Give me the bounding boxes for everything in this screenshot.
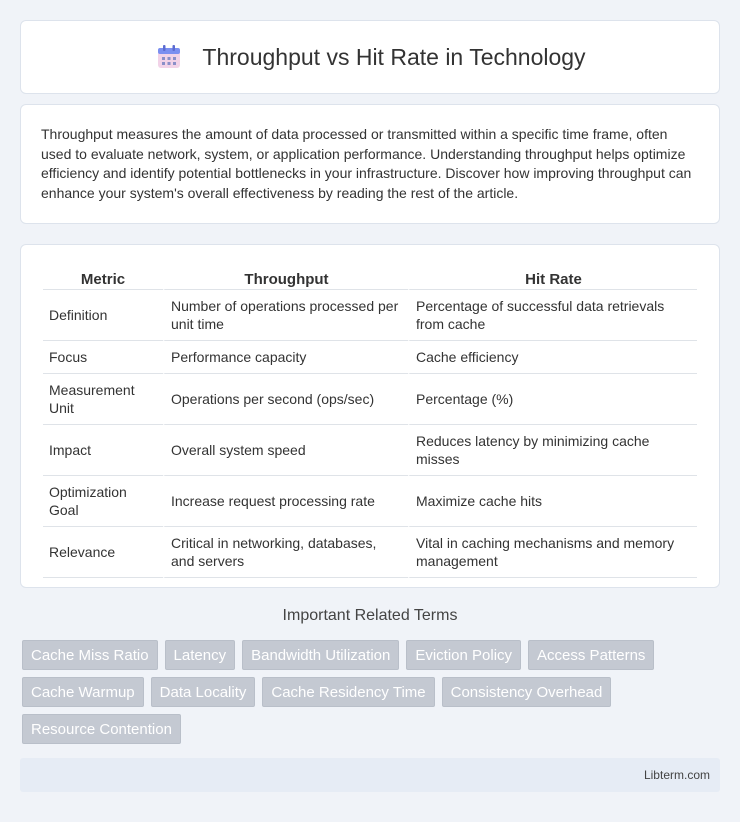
table-card xyxy=(20,244,720,588)
related-tags xyxy=(22,640,722,744)
table-cell: Overall system speed xyxy=(163,425,408,476)
table-cell: Vital in caching mechanisms and memory management xyxy=(408,527,697,578)
tag-cache-miss-ratio[interactable]: Cache Miss Ratio xyxy=(22,640,158,670)
table-cell: Cache efficiency xyxy=(408,341,697,374)
tag-latency[interactable]: Latency xyxy=(165,640,236,670)
intro-card xyxy=(20,104,720,224)
related-terms-title: Important Related Terms xyxy=(282,607,458,624)
tag-access-patterns[interactable]: Access Patterns xyxy=(528,640,654,670)
table-cell: Optimization Goal xyxy=(43,476,163,527)
tag-bandwidth-utilization[interactable]: Bandwidth Utilization xyxy=(242,640,399,670)
table-cell: Focus xyxy=(43,341,163,374)
title-card xyxy=(20,20,720,94)
table-header-row xyxy=(43,265,697,290)
table-cell: Relevance xyxy=(43,527,163,578)
table-cell: Operations per second (ops/sec) xyxy=(163,374,408,425)
table-cell: Increase request processing rate xyxy=(163,476,408,527)
title-wrap xyxy=(154,42,585,72)
comparison-table xyxy=(43,265,697,578)
table-cell: Impact xyxy=(43,425,163,476)
tag-data-locality[interactable]: Data Locality xyxy=(151,677,256,707)
table-row xyxy=(43,290,697,341)
table-cell: Maximize cache hits xyxy=(408,476,697,527)
table-cell: Number of operations processed per unit time xyxy=(163,290,408,341)
intro-text: Throughput measures the amount of data processed or transmitted within a specific time frame, often used to evaluate network, system, or application performance. Understanding throughput helps optimize efficiency and identify potential bottlenecks in your infrastructure. Discover how improving throughput can enhance your system's overall effectiveness by reading the rest of the article. xyxy=(41,126,692,201)
table-cell: Definition xyxy=(43,290,163,341)
table-cell: Percentage (%) xyxy=(408,374,697,425)
header-hit-rate: Hit Rate xyxy=(408,265,697,290)
calendar-icon xyxy=(154,42,184,72)
footer-site-link[interactable]: Libterm.com xyxy=(643,768,710,782)
table-row xyxy=(43,527,697,578)
table-cell: Percentage of successful data retrievals from cache xyxy=(408,290,697,341)
page-title: Throughput vs Hit Rate in Technology xyxy=(202,43,586,70)
tag-cache-residency-time[interactable]: Cache Residency Time xyxy=(262,677,434,707)
table-cell: Measurement Unit xyxy=(43,374,163,425)
header-metric: Metric xyxy=(43,265,163,290)
tag-eviction-policy[interactable]: Eviction Policy xyxy=(406,640,521,670)
header-throughput: Throughput xyxy=(163,265,408,290)
table-cell: Reduces latency by minimizing cache misses xyxy=(408,425,697,476)
table-row xyxy=(43,341,697,374)
tag-resource-contention[interactable]: Resource Contention xyxy=(22,714,181,744)
tag-cache-warmup[interactable]: Cache Warmup xyxy=(22,677,144,707)
table-row xyxy=(43,476,697,527)
table-cell: Critical in networking, databases, and servers xyxy=(163,527,408,578)
tag-consistency-overhead[interactable]: Consistency Overhead xyxy=(442,677,612,707)
table-cell: Performance capacity xyxy=(163,341,408,374)
footer xyxy=(20,758,720,792)
table-row xyxy=(43,425,697,476)
table-row xyxy=(43,374,697,425)
